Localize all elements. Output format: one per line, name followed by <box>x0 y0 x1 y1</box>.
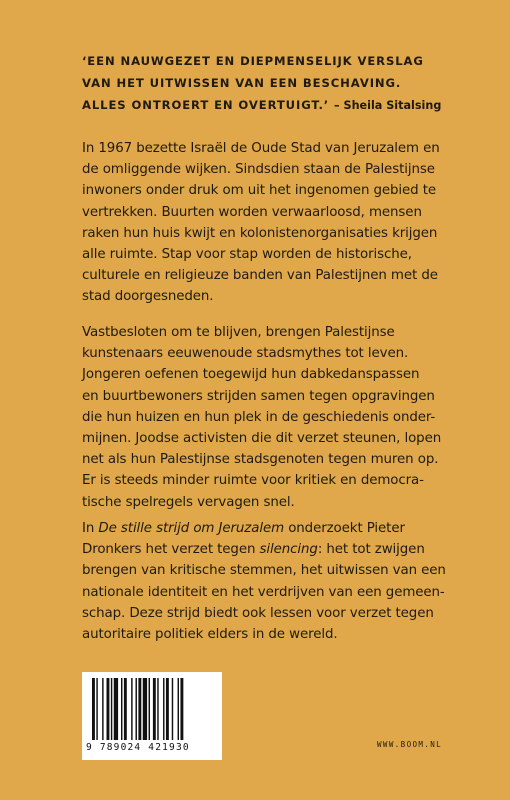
blurb-paragraph-2 <box>82 322 482 513</box>
paragraph-line: inwoners onder druk om uit het ingenomen gebied te <box>82 183 437 199</box>
text-segment: : het tot zwijgen <box>317 542 425 558</box>
paragraph-line: Er is steeds minder ruimte voor kritiek en democra- <box>82 473 424 489</box>
barcode-bar <box>149 678 150 740</box>
isbn-number: 9 789024 421930 <box>86 742 190 753</box>
barcode-bar <box>143 678 147 740</box>
barcode-bar <box>102 678 103 740</box>
barcode-bar <box>163 678 164 740</box>
quote-line-text: ALLES ONTROERT EN OVERTUIGT.’ <box>82 98 330 112</box>
barcode-bar <box>157 678 158 740</box>
barcode-bar <box>124 678 127 740</box>
paragraph-line: culturele en religieuze banden van Palestijnen met de <box>82 268 438 284</box>
paragraph-line: autoritaire politiek elders in de wereld. <box>82 627 338 643</box>
paragraph-line: en buurtbewoners strijden samen tegen opgravingen <box>82 388 435 404</box>
barcode-bar <box>111 678 112 740</box>
paragraph-line: net als hun Palestijnse stadsgenoten tegen muren op. <box>82 452 439 468</box>
paragraph-line: die hun huizen en hun plek in de geschiedenis onder- <box>82 409 436 425</box>
barcode-bar <box>136 678 137 740</box>
barcode-bar <box>138 678 141 740</box>
quote-line: VAN HET UITWISSEN VAN EEN BESCHAVING. <box>82 76 402 90</box>
paragraph-line <box>82 539 482 560</box>
barcode-bar <box>114 678 118 740</box>
paragraph-line: Vastbesloten om te blijven, brengen Palestijnse <box>82 325 395 340</box>
barcode-bars <box>92 678 212 740</box>
barcode-bar <box>131 678 132 740</box>
paragraph-line: stad doorgesneden. <box>82 289 214 305</box>
text-segment: In <box>82 521 99 536</box>
barcode-bar <box>121 678 122 740</box>
emphasized-term: silencing <box>259 542 318 558</box>
barcode-bar <box>172 678 173 740</box>
paragraph-line: mijnen. Joodse activisten die dit verzet steunen, lopen <box>82 431 442 447</box>
quote-line: ‘EEN NAUWGEZET EN DIEPMENSELIJK VERSLAG <box>82 54 424 68</box>
barcode-bar <box>96 678 97 740</box>
review-quote <box>82 50 482 117</box>
paragraph-line <box>82 518 482 539</box>
barcode-bar <box>107 678 110 740</box>
text-segment: Dronkers het verzet tegen <box>82 542 260 558</box>
book-title: De stille strijd om Jeruzalem <box>98 521 285 536</box>
blurb-paragraph-3 <box>82 518 482 645</box>
barcode-bar <box>166 678 169 740</box>
barcode-bar <box>178 678 179 740</box>
paragraph-line: Jongeren oefenen toegewijd hun dabkedanspassen <box>82 367 420 383</box>
paragraph-line: schap. Deze strijd biedt ook lessen voor verzet tegen <box>82 605 434 621</box>
isbn-barcode <box>82 672 222 760</box>
paragraph-line: alle ruimte. Stap voor stap worden de historische, <box>82 247 412 263</box>
barcode-bar <box>153 678 156 740</box>
paragraph-line: In 1967 bezette Israël de Oude Stad van Jeruzalem en <box>82 141 440 156</box>
paragraph-line: kunstenaars eeuwenoude stadsmythes tot leven. <box>82 346 409 362</box>
barcode-bar <box>92 678 95 740</box>
quote-line <box>82 94 482 117</box>
publisher-website: WWW.BOOM.NL <box>377 740 443 749</box>
paragraph-line: de omliggende wijken. Sindsdien staan de Palestijnse <box>82 162 435 178</box>
paragraph-line: brengen van kritische stemmen, het uitwissen van een <box>82 563 446 579</box>
barcode-bar <box>180 678 183 740</box>
paragraph-line: raken hun huis kwijt en kolonistenorganisaties krijgen <box>82 225 438 241</box>
blurb-paragraph-1 <box>82 138 482 308</box>
paragraph-line: vertrekken. Buurten worden verwaarloosd, mensen <box>82 204 422 220</box>
paragraph-line: tische spelregels vervagen snel. <box>82 494 295 510</box>
paragraph-line: nationale identiteit en het verdrijven van een gemeen- <box>82 584 445 600</box>
quote-attribution: – Sheila Sitalsing <box>334 99 442 112</box>
text-segment: onderzoekt Pieter <box>284 521 405 536</box>
